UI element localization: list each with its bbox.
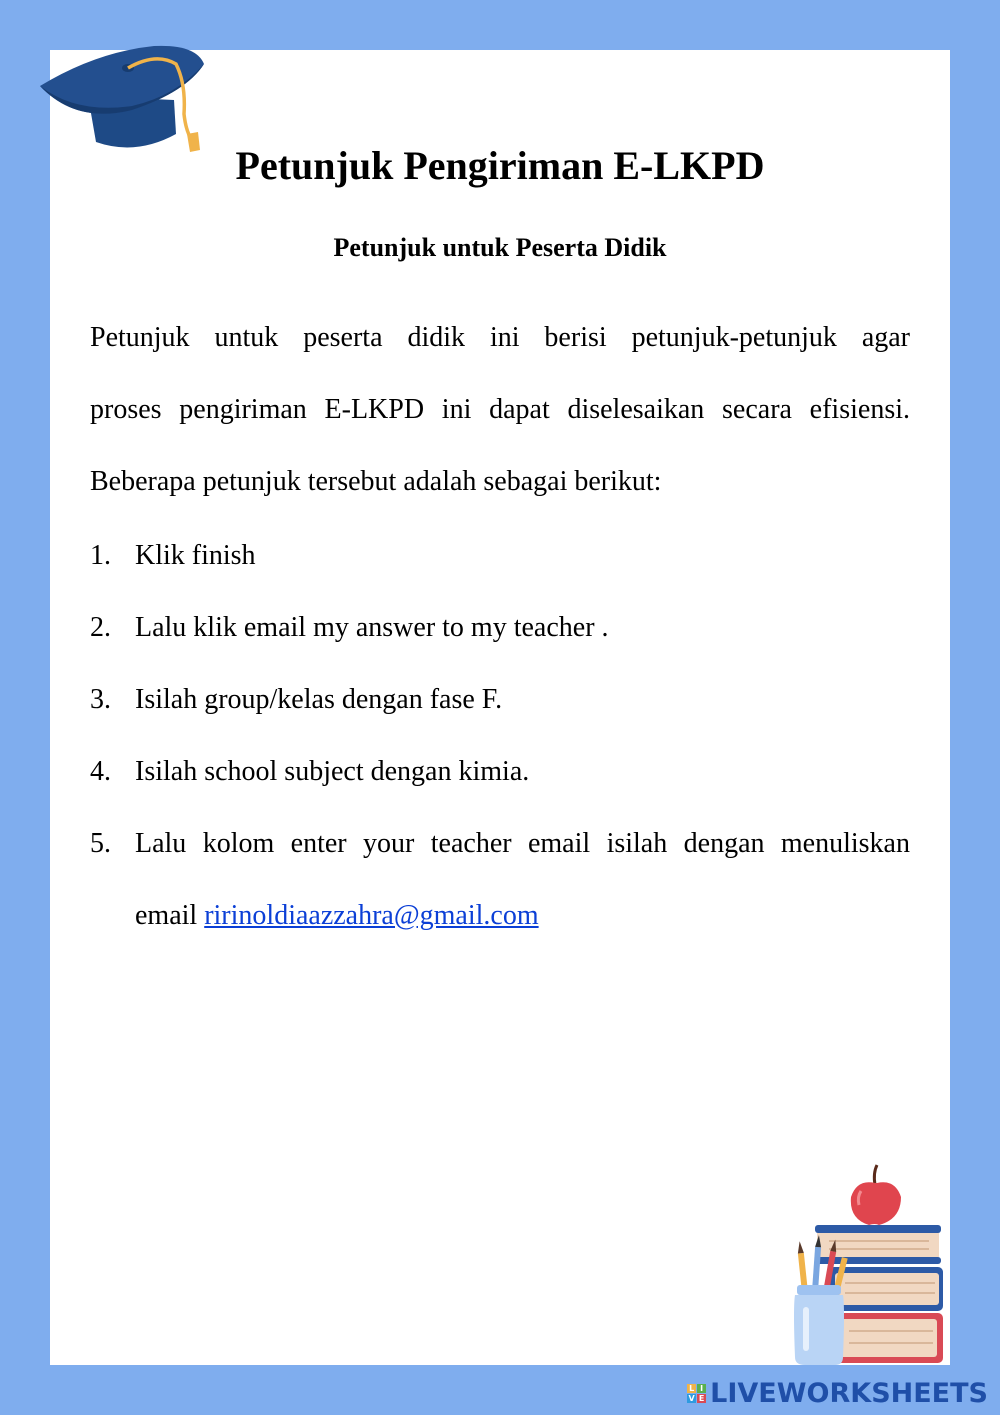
- liveworksheets-brand: LIVEWORKSHEETS: [710, 1378, 988, 1409]
- intro-line: Petunjuk untuk peserta didik ini berisi petunjuk-petunjuk agar: [90, 322, 910, 353]
- step-number: 1.: [90, 540, 111, 571]
- step-text-prefix: email: [135, 900, 205, 931]
- books-apple-pencils-icon: [789, 1157, 954, 1367]
- badge-letter: I: [697, 1384, 706, 1393]
- list-item: [90, 592, 910, 664]
- list-item: [90, 808, 910, 952]
- step-number: 2.: [90, 612, 111, 643]
- liveworksheets-logo: [687, 1378, 988, 1409]
- liveworksheets-badge: [687, 1384, 706, 1403]
- step-text: Lalu kolom enter your teacher email isilah dengan menuliskan: [135, 828, 910, 859]
- badge-letter: V: [688, 1394, 695, 1403]
- steps-list: [90, 520, 910, 952]
- step-text: Klik finish: [135, 540, 256, 571]
- list-item: [90, 664, 910, 736]
- worksheet-page: [50, 50, 950, 1365]
- step-number: 5.: [90, 828, 111, 859]
- list-item: [90, 520, 910, 592]
- page-subtitle: Petunjuk untuk Peserta Didik: [333, 233, 667, 262]
- intro-paragraph: [90, 302, 910, 518]
- step-text: Lalu klik email my answer to my teacher .: [135, 612, 609, 643]
- step-number: 3.: [90, 684, 111, 715]
- badge-letter: L: [689, 1384, 695, 1393]
- step-number: 4.: [90, 756, 111, 787]
- list-item: [90, 736, 910, 808]
- intro-line: Beberapa petunjuk tersebut adalah sebagai berikut:: [90, 466, 662, 497]
- graduation-cap-icon: [36, 44, 206, 154]
- step-text: Isilah group/kelas dengan fase F.: [135, 684, 503, 715]
- teacher-email-link[interactable]: ririnoldiaazzahra@gmail.com: [204, 900, 539, 931]
- page-title: Petunjuk Pengiriman E-LKPD: [235, 143, 765, 188]
- badge-letter: E: [698, 1394, 705, 1403]
- step-text: Isilah school subject dengan kimia.: [135, 756, 530, 787]
- intro-line: proses pengiriman E-LKPD ini dapat diselesaikan secara efisiensi.: [90, 394, 910, 425]
